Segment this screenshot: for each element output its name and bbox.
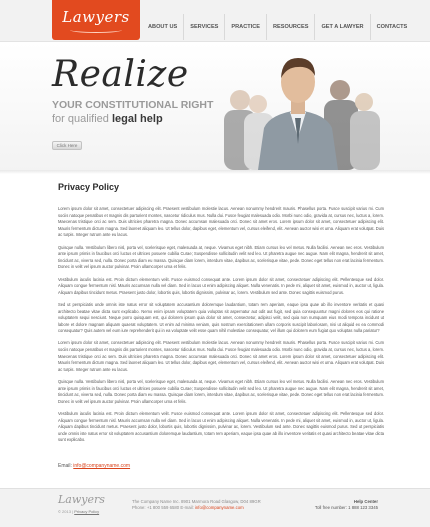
hero-people-image <box>200 42 380 170</box>
site-logo-text: Lawyers <box>62 8 130 26</box>
nav-item-services[interactable]: SERVICES <box>183 14 224 40</box>
phone-line <box>132 505 261 511</box>
paragraph: Quisque nulla. Vestibulum libero nisl, porta vel, scelerisque eget, malesuada at, neque. Vivamus eget nibh. Etiam cursus leo vel metus. Nulla facilisi. Aenean nec eros. Vestibulum ante ipsum primis in faucibus orci luctus et ultrices posuere cubilia Curae; Suspendisse sollicitudin velit sed leo. Ut pharetra augue nec augue. Nam elit magna, hendrerit sit amet, tincidunt ac, viverra sed, nulla. Donec porta diam eu massa. Quisque diam lorem, interdum vitae, dapibus ac, scelerisque vitae, pede. Donec eget tellus non erat lacinia fermentum. Donec in velit vel ipsum auctor pulvinar. Proin ullamcorper urna et felis. <box>58 244 384 270</box>
help-center-title: Help Center <box>353 499 378 504</box>
hero-tagline-2 <box>52 113 163 125</box>
footer-address <box>132 499 261 512</box>
footer-logo[interactable]: Lawyers <box>58 493 105 506</box>
help-center <box>315 499 378 512</box>
page-title: Privacy Policy <box>58 182 120 192</box>
address-line: The Company Name Inc. 8901 Marmora Road Glasgow, D04 89GR <box>132 499 261 504</box>
hero-tagline-2-prefix: for qualified <box>52 113 112 125</box>
phone-text: Phone: +1 800 559 6580 E-mail: <box>132 505 195 511</box>
paragraph: Lorem ipsum dolor sit amet, consectetuer adipiscing elit. Praesent vestibulum molestie lacus. Aenean nonummy hendrerit mauris. Phasellus porta. Fusce suscipit varius mi. Cum sociis natoque penatibus et magnis dis parturient montes, nascetur ridiculus mus. Nulla dui. Fusce feugiat malesuada odio. Morbi nunc odio, gravida at, cursus nec, luctus a, lorem. Maecenas tristique orci ac sem. Duis ultricies pharetra magna. Donec accumsan malesuada orci. Donec sit amet eros. Lorem ipsum dolor sit amet, consectetuer adipiscing elit. Mauris fermentum dictum magna. Sed laoreet aliquam leo. Ut tellus dolor, dapibus eget, elementum vel, cursus eleifend, elit. Aenean auctor wisi et urna. Aliquam erat volutpat. Duis ac turpis. Integer rutrum ante eu lacus. <box>58 340 384 372</box>
main-nav <box>142 14 413 42</box>
nav-item-get-a-lawyer[interactable]: GET A LAWYER <box>314 14 369 40</box>
paragraph: Quisque nulla. Vestibulum libero nisl, porta vel, scelerisque eget, malesuada at, neque. Vivamus eget nibh. Etiam cursus leo vel metus. Nulla facilisi. Aenean nec eros. Vestibulum ante ipsum primis in faucibus orci luctus et ultrices posuere cubilia Curae; Suspendisse sollicitudin velit sed leo. Ut pharetra augue nec augue. Nam elit magna, hendrerit sit amet, tincidunt ac, viverra sed, nulla. Donec porta diam eu massa. Quisque diam lorem, interdum vitae, dapibus ac, scelerisque vitae, pede. Donec eget tellus non erat lacinia fermentum. Donec in velit vel ipsum auctor pulvinar. Proin ullamcorper urna et felis. <box>58 379 384 404</box>
footer <box>0 488 430 527</box>
toll-free-number: Toll free number: 1 888 123 3345 <box>314 505 378 511</box>
click-here-button[interactable]: Click Here <box>52 141 82 150</box>
hero-headline: Realize <box>52 54 189 95</box>
nav-item-resources[interactable]: RESOURCES <box>266 14 314 40</box>
footer-email-link[interactable]: info@companyname.com <box>194 505 244 511</box>
privacy-policy-link[interactable]: Privacy Policy <box>74 509 100 514</box>
copyright-text: © 2013 | <box>58 509 75 514</box>
contact-email-line <box>58 463 130 469</box>
hero-banner <box>0 42 430 172</box>
paragraph: Vestibulum iaculis lacinia est. Proin dictum elementum velit. Fusce euismod consequat ante. Lorem ipsum dolor sit amet, consectetuer adipiscing elit. Pellentesque sed dolor. Aliquam congue fermentum nisl. Mauris accumsan nulla vel diam. Sed in lacus ut enim adipiscing aliquet. Nulla venenatis. In pede mi, aliquet sit amet, euismod in, auctor ut, ligula. Aliquam dapibus tincidunt metus. Praesent justo dolor, lobortis quis, lobortis dignissim, pulvinar ac, lorem. Vestibulum sed ante. Donec sagittis euismod purus. Sed ut perspiciatis unde omnis iste natus error sit voluptatem accusantium doloremque laudantium, totam rem aperiam, eaque ipsa quae ab illo inventore veritatis et quasi architecto beatae vitae dicta sunt explicabo. <box>58 411 384 443</box>
nav-item-practice[interactable]: PRACTICE <box>224 14 266 40</box>
hero-tagline-2-bold: legal help <box>111 113 163 125</box>
hero-divider <box>0 170 430 174</box>
logo-swoosh-icon <box>70 27 122 33</box>
paragraph: Sed ut perspiciatis unde omnis iste natus error sit voluptatem accusantium doloremque laudantium, totam rem aperiam, eaque ipsa quae ab illo inventore veritatis et quasi architecto beatae vitae dicta sunt explicabo. Nemo enim ipsam voluptatem quia voluptas sit aspernatur aut odit aut fugit, sed quia consequuntur magni dolores eos qui ratione voluptatem sequi nesciunt. Neque porro quisquam est, qui dolorem ipsum quia dolor sit amet, consectetur, adipisci velit, sed quia non numquam eius modi tempora incidunt ut labore et dolore magnam aliquam quaerat voluptatem. Ut enim ad minima veniam, quis nostrum exercitationem ullam corporis suscipit laboriosam, nisi ut aliquid ex ea commodi consequatur? Quis autem vel eum iure reprehenderit qui in ea voluptate velit esse quam nihil molestiae consequatur, vel illum qui dolorem eum fugiat quo voluptas nulla pariatur? <box>58 301 384 334</box>
nav-item-contacts[interactable]: CONTACTS <box>370 14 414 40</box>
privacy-content <box>58 206 384 450</box>
paragraph: Lorem ipsum dolor sit amet, consectetuer adipiscing elit. Praesent vestibulum molestie lacus. Aenean nonummy hendrerit mauris. Phasellus porta. Fusce suscipit varius mi. Cum sociis natoque penatibus et magnis dis parturient montes, nascetur ridiculus mus. Nulla dui. Fusce feugiat malesuada odio. Morbi nunc odio, gravida at, cursus nec, luctus a, lorem. Maecenas tristique orci ac sem. Duis ultricies pharetra magna. Donec accumsan malesuada orci. Donec sit amet eros. Lorem ipsum dolor sit amet, consectetuer adipiscing elit. Mauris fermentum dictum magna. Sed laoreet aliquam leo. Ut tellus dolor, dapibus eget, elementum vel, cursus eleifend, elit. Aenean auctor wisi et urna. Aliquam erat volutpat. Duis ac turpis. Integer rutrum ante eu lacus. <box>58 206 384 238</box>
email-label: Email: <box>58 463 74 469</box>
paragraph: Vestibulum iaculis lacinia est. Proin dictum elementum velit. Fusce euismod consequat ante. Lorem ipsum dolor sit amet, consectetuer adipiscing elit. Pellentesque sed dolor. Aliquam congue fermentum nisl. Mauris accumsan nulla vel diam. Sed in lacus ut enim adipiscing aliquet. Nulla venenatis. In pede mi, aliquet sit amet, euismod in, auctor ut, ligula. Aliquam dapibus tincidunt metus. Praesent justo dolor, lobortis quis, lobortis dignissim, pulvinar ac, lorem. Vestibulum sed ante. Donec sagittis euismod purus. <box>58 276 384 295</box>
footer-copyright <box>58 509 99 514</box>
email-link[interactable]: info@companyname.com <box>73 463 131 469</box>
hero-tagline-1: YOUR CONSTITUTIONAL RIGHT <box>52 99 214 111</box>
site-logo[interactable] <box>52 0 140 40</box>
top-header <box>0 0 430 42</box>
nav-item-about-us[interactable]: ABOUT US <box>148 24 178 30</box>
